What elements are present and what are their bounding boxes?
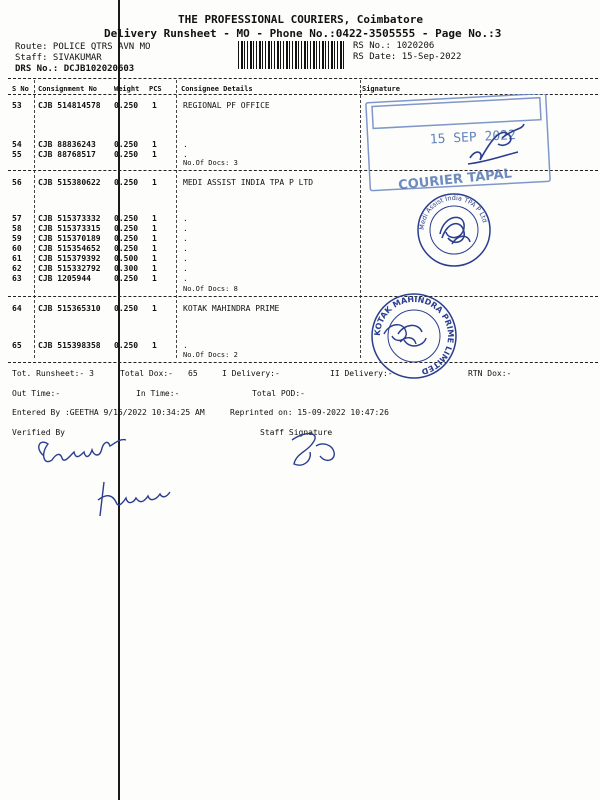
row-weight: 0.300: [114, 264, 139, 273]
drs-number: DRS No.: DCJB102020603: [15, 64, 135, 74]
row-pcs: 1: [152, 214, 157, 223]
row-sno: 59: [12, 234, 22, 243]
col-consignment: Consignment No: [38, 85, 98, 93]
total-runsheet: Tot. Runsheet:- 3: [12, 369, 94, 378]
row-consignee: .: [183, 244, 188, 253]
row-pcs: 1: [152, 341, 157, 350]
row-sno: 53: [12, 101, 22, 110]
row-weight: 0.250: [114, 101, 139, 110]
docs-count: No.Of Docs: 2: [183, 351, 238, 359]
row-consignment: CJB 88768517: [38, 150, 96, 159]
col-consignee: Consignee Details: [181, 85, 253, 93]
row-sno: 65: [12, 341, 22, 350]
row-pcs: 1: [152, 274, 157, 283]
medi-seal-text: Medi Assist India TPA P Ltd: [417, 193, 490, 231]
row-consignee: MEDI ASSIST INDIA TPA P LTD: [183, 178, 314, 187]
barcode: [238, 41, 346, 69]
row-pcs: 1: [152, 101, 157, 110]
staff-signature-label: Staff Signature: [260, 428, 333, 437]
runsheet-title: Delivery Runsheet - MO - Phone No.:0422-3505555 - Page No.:3: [104, 27, 502, 40]
verifier-signature: [30, 426, 150, 476]
row-pcs: 1: [152, 224, 157, 233]
total-dox-value: 65: [188, 369, 198, 378]
table-rule-bottom: [8, 362, 598, 363]
row-sno: 64: [12, 304, 22, 313]
row-weight: 0.250: [114, 244, 139, 253]
scan-line: [118, 0, 120, 800]
row-consignment: CJB 515370189: [38, 234, 101, 243]
row-weight: 0.250: [114, 274, 139, 283]
row-consignee: .: [183, 224, 188, 233]
row-consignee: .: [183, 274, 188, 283]
row-pcs: 1: [152, 178, 157, 187]
row-weight: 0.250: [114, 304, 139, 313]
group-divider: [8, 296, 598, 297]
row-consignee: .: [183, 341, 188, 350]
signature-mark: [380, 318, 420, 350]
row-sno: 62: [12, 264, 22, 273]
row-weight: 0.250: [114, 224, 139, 233]
in-time-label: In Time:-: [136, 389, 180, 398]
staff-label: Staff: SIVAKUMAR: [15, 53, 102, 63]
signature-mark: [434, 204, 474, 250]
row-consignment: CJB 515373332: [38, 214, 101, 223]
courier-stamp-text: COURIER TAPAL: [397, 166, 513, 194]
row-consignment: CJB 1205944: [38, 274, 91, 283]
row-consignment: CJB 515398358: [38, 341, 101, 350]
row-weight: 0.250: [114, 140, 139, 149]
col-sno: S No: [12, 85, 29, 93]
row-pcs: 1: [152, 264, 157, 273]
row-consignee: .: [183, 150, 188, 159]
entered-by: Entered By :GEETHA 9/15/2022 10:34:25 AM: [12, 408, 205, 417]
row-pcs: 1: [152, 140, 157, 149]
row-sno: 54: [12, 140, 22, 149]
row-consignment: CJB 515380622: [38, 178, 101, 187]
row-sno: 60: [12, 244, 22, 253]
col-signature: Signature: [362, 85, 400, 93]
row-pcs: 1: [152, 254, 157, 263]
row-consignment: CJB 514814578: [38, 101, 101, 110]
total-pod-label: Total POD:-: [252, 389, 305, 398]
row-consignee: .: [183, 254, 188, 263]
i-delivery-label: I Delivery:-: [222, 369, 280, 378]
row-weight: 0.250: [114, 234, 139, 243]
row-sno: 55: [12, 150, 22, 159]
row-sno: 63: [12, 274, 22, 283]
row-pcs: 1: [152, 304, 157, 313]
verifier-signature: [96, 472, 176, 522]
docs-count: No.Of Docs: 8: [183, 285, 238, 293]
header-rule-top: [8, 78, 598, 79]
row-sno: 61: [12, 254, 22, 263]
row-consignee: KOTAK MAHINDRA PRIME: [183, 304, 280, 313]
col-weight: Weight: [114, 85, 140, 93]
rs-date: RS Date: 15-Sep-2022: [353, 52, 462, 62]
out-time-label: Out Time:-: [12, 389, 61, 398]
row-consignment: CJB 515354652: [38, 244, 101, 253]
row-consignment: CJB 515332792: [38, 264, 101, 273]
row-weight: 0.250: [114, 150, 139, 159]
row-consignee: .: [183, 264, 188, 273]
row-consignee: .: [183, 140, 188, 149]
row-consignee: .: [183, 234, 188, 243]
row-consignment: CJB 88836243: [38, 140, 96, 149]
row-sno: 57: [12, 214, 22, 223]
row-weight: 0.250: [114, 341, 139, 350]
rs-number: RS No.: 1020206: [353, 41, 435, 51]
row-pcs: 1: [152, 150, 157, 159]
reprinted-on: Reprinted on: 15-09-2022 10:47:26: [230, 408, 389, 417]
row-consignee: REGIONAL PF OFFICE: [183, 101, 270, 110]
docs-count: No.Of Docs: 3: [183, 159, 238, 167]
row-consignment: CJB 515373315: [38, 224, 101, 233]
date-stamp-text: 15 SEP 2022: [429, 128, 517, 148]
row-consignment: CJB 515365310: [38, 304, 101, 313]
col-separator: [360, 80, 362, 358]
route-label: Route: POLICE QTRS AVN MO: [15, 42, 151, 52]
ii-delivery-label: II Delivery:-: [330, 369, 393, 378]
staff-signature: [282, 424, 342, 472]
total-dox-label: Total Dox:-: [120, 369, 173, 378]
row-consignee: .: [183, 214, 188, 223]
col-separator: [176, 80, 178, 358]
rtn-dox-label: RTN Dox:-: [468, 369, 512, 378]
kotak-seal-text: KOTAK MAHINDRA PRIME LIMITED: [372, 294, 456, 377]
verified-by-label: Verified By: [12, 428, 65, 437]
row-weight: 0.250: [114, 178, 139, 187]
row-weight: 0.500: [114, 254, 139, 263]
col-separator: [34, 80, 36, 358]
company-name: THE PROFESSIONAL COURIERS, Coimbatore: [178, 13, 424, 26]
row-pcs: 1: [152, 244, 157, 253]
row-sno: 58: [12, 224, 22, 233]
col-pcs: PCS: [149, 85, 162, 93]
row-consignment: CJB 515379392: [38, 254, 101, 263]
row-weight: 0.250: [114, 214, 139, 223]
row-pcs: 1: [152, 234, 157, 243]
signature-mark: [462, 118, 530, 170]
row-sno: 56: [12, 178, 22, 187]
